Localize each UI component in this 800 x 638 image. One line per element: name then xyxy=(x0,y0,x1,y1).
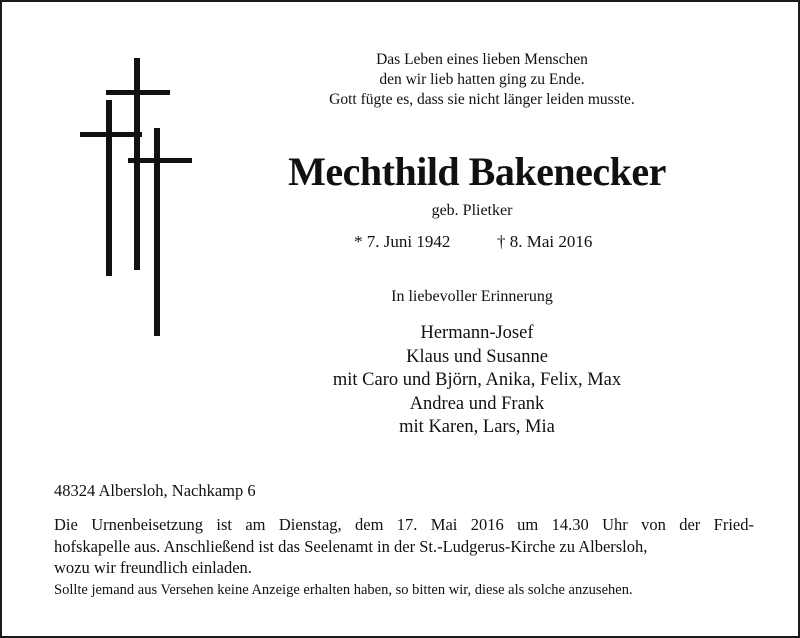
poem-line: den wir lieb hatten ging zu Ende. xyxy=(379,71,585,88)
life-dates xyxy=(302,230,642,254)
poem-line: Das Leben eines lieben Menschen xyxy=(376,51,588,68)
deceased-name: Mechthild Bakenecker xyxy=(288,149,666,194)
mourner-line: Hermann-Josef xyxy=(420,323,534,343)
footnote: Sollte jemand aus Versehen keine Anzeige erhalten haben, so bitten wir, diese als solche anzusehen. xyxy=(54,582,633,598)
poem-line: Gott fügte es, dass sie nicht länger leiden musste. xyxy=(329,91,635,108)
funeral-line: wozu wir freundlich einladen. xyxy=(54,558,252,577)
funeral-line: Die Urnenbeisetzung ist am Dienstag, dem 17. Mai 2016 um 14.30 Uhr von der Fried- xyxy=(54,515,754,534)
birth-date: * 7. Juni 1942 xyxy=(354,232,451,251)
memory-line: In liebevoller Erinnerung xyxy=(391,288,553,305)
birth-name: geb. Plietker xyxy=(431,202,513,219)
mourners-list xyxy=(242,322,712,440)
mourner-line: mit Karen, Lars, Mia xyxy=(399,417,555,438)
mourner-line: mit Caro und Björn, Anika, Felix, Max xyxy=(332,370,622,391)
memorial-poem xyxy=(292,50,672,110)
funeral-details xyxy=(54,514,754,579)
family-address: 48324 Albersloh, Nachkamp 6 xyxy=(54,481,256,500)
mourner-line: Andrea und Frank xyxy=(409,393,545,414)
death-date: † 8. Mai 2016 xyxy=(497,232,593,251)
funeral-line: hofskapelle aus. Anschließend ist das Seelenamt in der St.-Ludgerus-Kirche zu Albersloh, xyxy=(54,536,648,556)
mourner-line: Klaus und Susanne xyxy=(406,346,548,367)
three-crosses-icon xyxy=(78,58,194,338)
